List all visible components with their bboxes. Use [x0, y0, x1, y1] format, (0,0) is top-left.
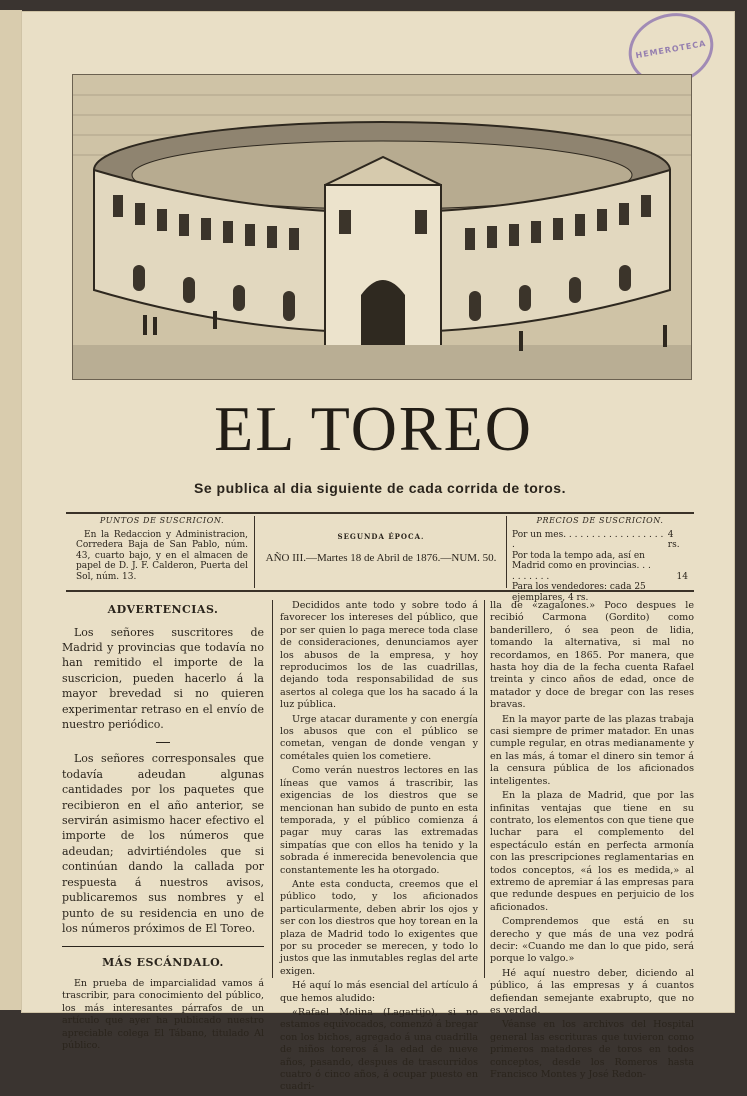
bullring-engraving — [72, 74, 692, 380]
price-label: Por un mes. . . . . . . . . . . . . . . . . . . — [512, 529, 664, 550]
paragraph: En la mayor parte de las plazas trabaja casi siempre de primer matador. En unas cumple regular, en otras medianamente y en las más, á tomar el dinero sin temor á la censura pública de los aficionados inteligentes. — [490, 713, 694, 787]
edition-epoch: SEGUNDA ÉPOCA. — [337, 532, 425, 541]
subscription-points-text: En la Redaccion y Administracion, Corredera Baja de San Pablo, núm. 43, cuarto bajo, y en el almacen de papel de D. J. F. Calderon, Puerta del Sol, núm. 13. — [76, 529, 248, 582]
price-label: Por toda la tempo ada, así en Madrid como en provincias. . . . . . . . . . — [512, 550, 651, 582]
edition-date-line: AÑO III.—Martes 18 de Abril de 1876.—NUM. 50. — [265, 551, 497, 564]
paragraph: Ante esta conducta, creemos que el público todo, y los aficionados particularmente, deben abrir los ojos y ser con los diestros que hoy torean en la plaza de Madrid todo lo exigentes que por su proceder se merecen, y todo lo justos que las inmutables reglas del arte exigen. — [280, 878, 478, 977]
price-vendors: Para los vendedores: cada 25 ejemplares, 4 rs. — [512, 582, 646, 603]
column-article-1 — [280, 600, 478, 1096]
paragraph: Los señores corresponsales que todavía adeudan algunas cantidades por los paquetes que recibieron en el año anterior, se servirán asimismo hacer efectivo el importe de los números que adeudan; advirtiéndoles que si continúan dando la callada por respuesta á nuestros avisos, publicaremos sus nombres y el punto de su residencia en uno de los números próximos de El Toreo. — [62, 752, 264, 935]
paragraph: Hé aquí nuestro deber, diciendo al público, á las empresas y á cuantos defiendan semejante exabrupto, que no es verdad. — [490, 967, 694, 1016]
edition-info — [262, 516, 500, 588]
subscription-prices-heading: PRECIOS DE SUSCRICION. — [536, 516, 664, 525]
subscription-prices — [512, 516, 688, 603]
library-stamp: HEMEROTECA — [619, 2, 722, 95]
price-value: 4 rs. — [667, 529, 680, 550]
paragraph: Decididos ante todo y sobre todo á favorecer los intereses del público, que por ser quien lo paga merece toda clase de consideraciones, denunciamos ayer los abusos de la empresa, y hoy reproducimos los de las cuadrillas, dejando toda responsabilidad de sus asertos al colega que los ha sacado á la luz pública. — [280, 600, 478, 711]
paragraph: «Rafael Molina (Lagartijo), si no estamos equivocados, comenzó á bregar con los bichos, agregado á una cuadrilla de niños toreros á la edad de nueve años, pasando, despues de trascurridos cuatro ó cinco años, á ocupar puesto en cuadri- — [280, 1007, 478, 1093]
separator — [156, 742, 170, 743]
column-divider — [272, 600, 273, 978]
bullring-illustration — [73, 75, 691, 379]
masthead-subtitle: Se publica al dia siguiente de cada corrida de toros. — [194, 480, 566, 496]
subscription-points — [76, 516, 248, 588]
header-divider-right — [506, 516, 507, 588]
paragraph: Véanse en los archivos del Hospital general las escrituras que tuvieron como primeros matadores de toros en todos conceptos, desde los Romeros hasta Francisco Montes y José Redon- — [490, 1019, 694, 1081]
price-row — [512, 530, 688, 551]
paragraph: lla de «zagalones.» Poco despues le recibió Carmona (Gordito) como banderillero, ó sea peon de lidia, tomando la alternativa, si mal no recordamos, en 1865. Por manera, que hasta hoy dia de la fecha cuenta Rafael treinta y cinco años de edad, once de matador y doce de bregar con las reses bravas. — [490, 600, 694, 711]
header-rule-top — [66, 512, 694, 514]
column-divider — [484, 600, 485, 978]
paragraph: Hé aquí lo más esencial del artículo á que hemos aludido: — [280, 980, 478, 1004]
paragraph: En prueba de imparcialidad vamos á trascribir, para conocimiento del público, los más interesantes párrafos de un artículo que ayer ha publicado nuestro apreciable colega El Tábano, titulado Al público. — [62, 977, 264, 1052]
column-article-2 — [490, 600, 694, 1083]
price-row — [512, 551, 688, 583]
paragraph: En la plaza de Madrid, que por las infinitas ventajas que tiene en su contrato, los elementos con que tiene que luchar para el complemento del espectáculo están en perfecta armonía con las prescripciones reglamentarias en todos conceptos, «á los es medida,» al extremo de apremiar á las empresas para que redunde despues en perjuicio de los aficionados. — [490, 790, 694, 913]
column-advertencias — [62, 600, 264, 1055]
paragraph: Como verán nuestros lectores en las líneas que vamos á trascribir, las exigencias de los diestros que se mencionan han subido de punto en esta temporada, y el público comienza á pagar muy caras las extremadas simpatías que con ellos ha tenido y la sobrada é inmerecida benevolencia que constantemente les ha otorgado. — [280, 765, 478, 876]
subscription-points-heading: PUNTOS DE SUSCRICION. — [99, 516, 225, 525]
paragraph: Comprendemos que está en su derecho y que más de una vez podrá decir: «Cuando me dan lo que pido, será porque lo valgo.» — [490, 916, 694, 965]
masthead-title: EL TOREO — [214, 393, 533, 464]
price-value: 14 — [676, 571, 688, 582]
paragraph: Urge atacar duramente y con energía los abusos que con el público se cometan, vengan de donde vengan y cométales quien los cometiere. — [280, 713, 478, 762]
section-rule — [62, 946, 264, 947]
book-edge — [0, 10, 22, 1010]
section-heading: MÁS ESCÁNDALO. — [102, 956, 224, 970]
header-divider-left — [254, 516, 255, 588]
paragraph: Los señores suscritores de Madrid y provincias que todavía no han remitido el importe de la suscricion, pueden hacerlo á la mayor brevedad si no quieren experimentar retraso en el envío de nuestro periódico. — [62, 625, 264, 732]
section-heading: ADVERTENCIAS. — [107, 603, 219, 616]
